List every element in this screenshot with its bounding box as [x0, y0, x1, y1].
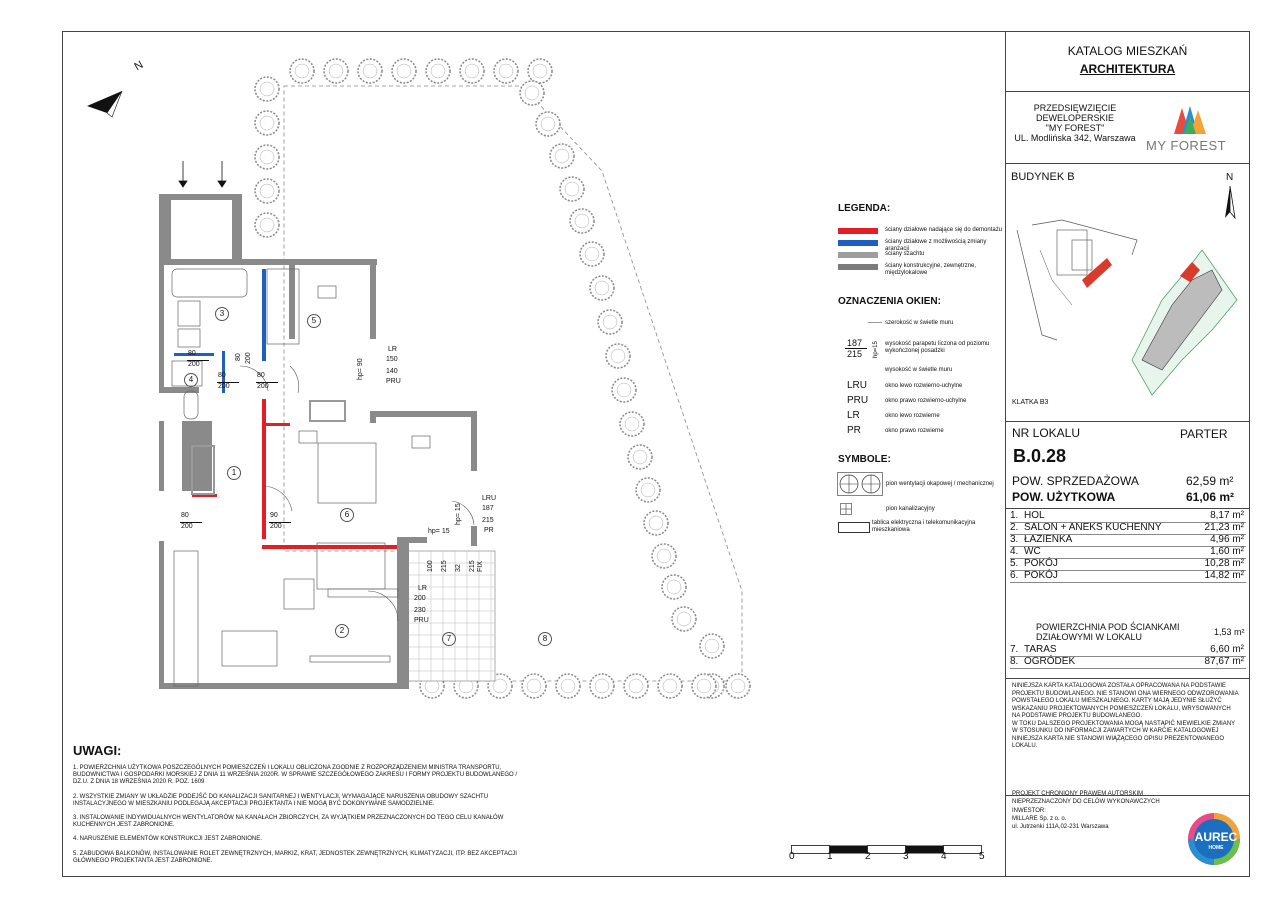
window-code-desc: okno prawo rozwierne: [885, 428, 944, 434]
row-name: SALON + ANEKS KUCHENNY: [1024, 522, 1162, 533]
window-fix-dim: 215: [469, 560, 476, 572]
window-height: 140: [386, 368, 398, 375]
row-number: 4.: [1010, 546, 1019, 557]
door-height: 200: [181, 523, 193, 530]
window-height: 230: [414, 607, 426, 614]
architecture-title: ARCHITEKTURA: [1079, 62, 1176, 76]
my-forest-logo-text: MY FOREST: [1146, 138, 1227, 153]
tree-icon: [255, 213, 279, 237]
plan-north-label: N: [132, 58, 146, 74]
disclaimer-line: POWSTAŁEGO LOKALU MIESZKALNEGO. KARTY MAJĄ JEDYNIE SŁUŻYĆ: [1012, 698, 1222, 704]
tree-icon: [255, 145, 279, 169]
row-name: HOL: [1024, 510, 1045, 521]
tree-icon: [255, 77, 279, 101]
window-sill: hp= 15: [455, 503, 462, 525]
building-label: BUDYNEK B: [1011, 171, 1075, 183]
note-item: 2. WSZYSTKIE ZMIANY W UKŁADZIE PODEJŚĆ DO KANALIZACJI SANITARNEJ I WENTYLACJI, WYMAGAJĄCE NARUSZENIA OBUDOWY SZACHTU INSTALACYJNEGO W MIESZKANIU PODLEGAJĄ AKCEPTACJI PROJEKTANTA I NIE MOGĄ BYĆ DOKONYWANE SAMODZIELNIE.: [73, 794, 489, 807]
row-name: POKÓJ: [1024, 558, 1058, 569]
room-number: 6: [340, 508, 354, 522]
tree-icon: [290, 59, 314, 83]
symbol-desc: pion kanalizacyjny: [886, 506, 935, 512]
window-code: LR: [418, 585, 427, 592]
window-code: PRU: [386, 378, 401, 385]
divider: [1005, 421, 1250, 422]
tree-icon: [324, 59, 348, 83]
row-area: 8,17 m²: [1210, 510, 1244, 521]
sewer-pipe-icon: [840, 502, 852, 520]
room-number: 4: [184, 373, 198, 387]
row-area: 1,60 m²: [1210, 546, 1244, 557]
tree-icon: [392, 59, 416, 83]
row-number: 8.: [1010, 656, 1019, 667]
room-number: 7: [442, 632, 456, 646]
tree-icon: [606, 344, 630, 368]
floor-label: PARTER: [1180, 427, 1228, 441]
sale-area-label: POW. SPRZEDAŻOWA: [1012, 474, 1139, 488]
symbol-desc: pion wentylacji okapowej / mechanicznej: [886, 481, 994, 487]
disclaimer-line: PROJEKTU BUDOWLANEGO. NIE STANOWI ONA WIERNEGO ODWZOROWANIA: [1012, 690, 1239, 697]
disclaimer-line: W STOSUNKU DO INFORMACJI ZAWARTYCH W KARCIE KATALOGOWEJ: [1012, 728, 1219, 734]
window-code-desc: okno prawo rozwierno-uchylne: [885, 398, 967, 404]
tree-icon: [426, 59, 450, 83]
window-desc: wysokość parapetu liczona od poziomu wykończonej posadzki: [885, 341, 990, 354]
door-height: 200: [270, 523, 282, 530]
window-fix-dim: 215: [441, 560, 448, 572]
window-code: LR: [847, 410, 860, 421]
door-side-height: 200: [245, 352, 252, 364]
legend-text: ściany konstrukcyjne, zewnętrzne, międzylokalowe: [885, 263, 977, 276]
window-width: 200: [414, 595, 426, 602]
row-area: 21,23 m²: [1204, 522, 1244, 533]
tree-icon: [255, 179, 279, 203]
door-width: 80: [218, 372, 226, 379]
tree-icon: [672, 607, 696, 631]
tree-icon: [528, 59, 552, 83]
scale-tick: 3: [903, 851, 909, 862]
note-item: 4. NARUSZENIE ELEMENTÓW KONSTRUKCJI JEST ZABRONIONE.: [73, 836, 262, 842]
usable-area-label: POW. UŻYTKOWA: [1012, 490, 1116, 504]
door-width: 80: [181, 512, 189, 519]
investor-line: INWESTOR:: [1012, 808, 1046, 814]
disclaimer-line: NINIEJSZA KARTA KATALOGOWA ZOSTAŁA OPRACOWANA NA PODSTAWIE: [1012, 683, 1227, 689]
row-area: 87,67 m²: [1204, 656, 1244, 667]
row-number: 5.: [1010, 558, 1019, 569]
aurec-name: AUREC: [1194, 830, 1238, 844]
tree-icon: [580, 242, 604, 266]
tree-icon: [590, 276, 614, 300]
unit-number-label: NR LOKALU: [1012, 426, 1081, 440]
tree-icon: [550, 144, 574, 168]
tree-icon: [692, 674, 716, 698]
window-fix-dim: 100: [427, 560, 434, 572]
disclaimer-line: NINIEJSZA KARTA NIE STANOWI WIĄŻĄCEGO OPISU PREZENTOWANEGO: [1012, 735, 1225, 742]
row-name: OGRÓDEK: [1024, 656, 1076, 667]
window-example-hp: hp=15: [873, 341, 879, 358]
tree-icon: [700, 634, 724, 658]
scale-tick: 5: [979, 851, 985, 862]
window-code: PRU: [414, 617, 429, 624]
tree-icon: [612, 378, 636, 402]
legend-swatch: [838, 240, 878, 246]
room-number: 5: [307, 314, 321, 328]
row-area: 4,96 m²: [1210, 534, 1244, 545]
tree-icon: [628, 445, 652, 469]
divider: [1005, 678, 1250, 679]
window-width: 187: [482, 505, 494, 512]
window-code: LRU: [482, 495, 497, 502]
developer-address: UL. Modlińska 342, Warszawa: [1014, 133, 1136, 143]
scale-tick: 1: [827, 851, 833, 862]
room-number: 2: [335, 624, 349, 638]
tree-icon: [636, 478, 660, 502]
window-width: 150: [386, 356, 398, 363]
row-name: POKÓJ: [1024, 570, 1058, 581]
notes-title: UWAGI:: [73, 743, 122, 758]
tree-icon: [662, 575, 686, 599]
symbol-desc: tablica elektryczna i telekomunikacyjna mieszkaniowa: [872, 520, 976, 533]
copyright-line: PROJEKT CHRONIONY PRAWEM AUTORSKIM: [1012, 791, 1144, 797]
door-width: 90: [270, 512, 278, 519]
tree-icon: [570, 209, 594, 233]
row-number: 6.: [1010, 570, 1019, 581]
investor-line: ul. Jutrzenki 111A,02-231 Warszawa: [1012, 824, 1109, 830]
my-forest-logo: [1170, 104, 1210, 141]
disclaimer-line: LOKALU.: [1012, 743, 1038, 749]
legend-text: ściany działowe z możliwością zmiany aranżacji: [885, 239, 987, 252]
tree-icon: [726, 674, 750, 698]
floor-plan: [62, 31, 822, 731]
window-code: PR: [484, 527, 494, 534]
tree-icon: [460, 59, 484, 83]
tree-icon: [358, 59, 382, 83]
row-name: ŁAZIENKA: [1024, 534, 1073, 545]
divider: [1005, 508, 1250, 509]
tree-icon: [556, 674, 580, 698]
leader-line: [868, 322, 882, 323]
tree-icon: [520, 81, 544, 105]
window-code: LRU: [847, 380, 868, 391]
developer-line: PRZEDSIĘWZIĘCIE: [1033, 103, 1117, 113]
row-area: 10,28 m²: [1204, 558, 1244, 569]
unit-number: B.0.28: [1013, 446, 1067, 466]
symbols-title: SYMBOLE:: [838, 454, 891, 465]
electric-panel-icon: [838, 522, 870, 533]
window-fix-dim: 32: [455, 564, 462, 572]
klatka-label: KLATKA B3: [1012, 399, 1049, 406]
table-row: [1010, 656, 1246, 669]
vent-shaft-icon: [837, 472, 883, 501]
tree-icon: [255, 111, 279, 135]
disclaimer-line: W TOKU DALSZEGO PROJEKTOWANIA MOGĄ NASTĄPIĆ NIEWIELKIE ZMIANY: [1012, 720, 1236, 727]
legend-title: LEGENDA:: [838, 203, 891, 214]
table-row: [1010, 570, 1246, 583]
note-item: 1. POWIERZCHNIA UŻYTKOWA POSZCZEGÓLNYCH POMIESZCZEŃ I LOKALU OBLICZONA ZGODNIE Z ROZPORZĄDZENIEM MINISTRA TRANSPORTU, BUDOWNICTWA I GOSPODARKI MORSKIEJ Z DNIA 11 WRZEŚNIA 2020R. W SPRAWIE SZCZEGÓŁOWEGO ZAKRESU I FORMY PROJEKTU BUDOWLANEGO / DZ.U. Z DNIA 18 WRZEŚNIA 2020 R. POZ. 1609: [73, 765, 518, 785]
tree-icon: [494, 59, 518, 83]
legend-swatch: [838, 252, 878, 258]
tree-icon: [620, 412, 644, 436]
window-code: LR: [388, 346, 397, 353]
disclaimer-line: WSKAZANIU PROJEKTOWANYCH POMIESZCZEŃ LOKALU, WRYSOWANYCH: [1012, 705, 1231, 712]
developer-line: "MY FOREST": [1045, 123, 1105, 133]
row-name: TARAS: [1024, 644, 1057, 655]
legend-text: ściany działowe nadające się do demontażu: [885, 227, 1003, 233]
window-example-height: 215: [847, 349, 863, 359]
legend-swatch: [838, 264, 878, 270]
row-number: 3.: [1010, 534, 1019, 545]
aurec-sub: HOME: [1208, 845, 1224, 851]
window-code: PR: [847, 425, 861, 436]
usable-area-value: 61,06 m²: [1186, 490, 1235, 504]
row-area: 6,60 m²: [1210, 644, 1244, 655]
site-plan-map: [1012, 210, 1247, 405]
row-number: 1.: [1010, 510, 1019, 521]
tree-icon: [522, 674, 546, 698]
window-code-desc: okno lewo rozwierne: [885, 413, 940, 419]
developer-line: DEWELOPERSKIE: [1035, 113, 1115, 123]
sale-area-value: 62,59 m²: [1186, 474, 1234, 488]
door-height: 200: [188, 361, 200, 368]
scale-tick: 2: [865, 851, 871, 862]
door-width: 80: [188, 350, 196, 357]
window-height: 215: [482, 517, 494, 524]
catalog-title: KATALOG MIESZKAŃ: [1067, 44, 1188, 58]
divider: [1005, 91, 1250, 92]
tree-icon: [560, 177, 584, 201]
door-width: 80: [257, 372, 265, 379]
disclaimer-line: NA PODSTAWIE PROJEKTU BUDOWLANEGO.: [1012, 713, 1143, 719]
walls-area-label: DZIAŁOWYMI W LOKALU: [1036, 632, 1143, 642]
door-height: 200: [218, 383, 230, 390]
walls-area-value: 1,53 m²: [1214, 627, 1245, 637]
scale-tick: 4: [941, 851, 947, 862]
door-side-width: 80: [235, 353, 242, 361]
tree-icon: [598, 310, 622, 334]
scale-tick: 0: [789, 851, 795, 862]
room-number: 8: [538, 632, 552, 646]
north-label: N: [1226, 172, 1234, 183]
room-number: 3: [215, 307, 229, 321]
legend-text: ściany szachtu: [885, 251, 925, 257]
tree-icon: [624, 674, 648, 698]
walls-area-label: POWIERZCHNIA POD ŚCIANKAMI: [1036, 622, 1180, 632]
tree-icon: [644, 511, 668, 535]
row-number: 2.: [1010, 522, 1019, 533]
window-sill: hp= 15: [428, 528, 450, 535]
row-area: 14,82 m²: [1204, 570, 1244, 581]
tree-icon: [652, 544, 676, 568]
legend-swatch: [838, 228, 878, 234]
row-number: 7.: [1010, 644, 1019, 655]
window-code-desc: okno lewo rozwierno-uchylne: [885, 383, 963, 389]
note-item: 3. INSTALOWANIE INDYWIDUALNYCH WENTYLATORÓW NA KANAŁACH ZBIORCZYCH, ZA WYJĄTKIEM PRZEZNACZONYCH DO TEGO CELU KANAŁÓW KUCHENNYCH JEST ZABRONIONE.: [73, 815, 504, 828]
room-number: 1: [227, 466, 241, 480]
row-name: WC: [1024, 546, 1041, 557]
copyright-line: NIEPRZEZNACZONY DO CELÓW WYKONAWCZYCH: [1012, 798, 1160, 805]
windows-title: OZNACZENIA OKIEN:: [838, 296, 941, 307]
tree-icon: [536, 112, 560, 136]
tree-icon: [590, 674, 614, 698]
window-desc: szerokość w świetle muru: [885, 320, 954, 326]
investor-line: MILLARE Sp. z o. o.: [1012, 816, 1067, 822]
window-fix-dim: FIX: [477, 561, 484, 572]
window-example-width: 187: [847, 338, 863, 348]
scale-bar: [791, 842, 987, 860]
note-item: 5. ZABUDOWA BALKONÓW, INSTALOWANIE ROLET ZEWNĘTRZNYCH, MARKIZ, KRAT, JEDNOSTEK ZEWNĘTRZNYCH, KLIMATYZACJI, ITP. BEZ AKCEPTACJI GŁÓWNEGO PROJEKTANTA JEST ZABRONIONE.: [73, 851, 517, 864]
window-sill: hp= 90: [357, 358, 364, 380]
divider: [1005, 163, 1250, 164]
window-desc: wysokość w świetle muru: [885, 367, 953, 373]
door-height: 200: [257, 383, 269, 390]
window-code: PRU: [847, 395, 869, 406]
tree-icon: [658, 674, 682, 698]
